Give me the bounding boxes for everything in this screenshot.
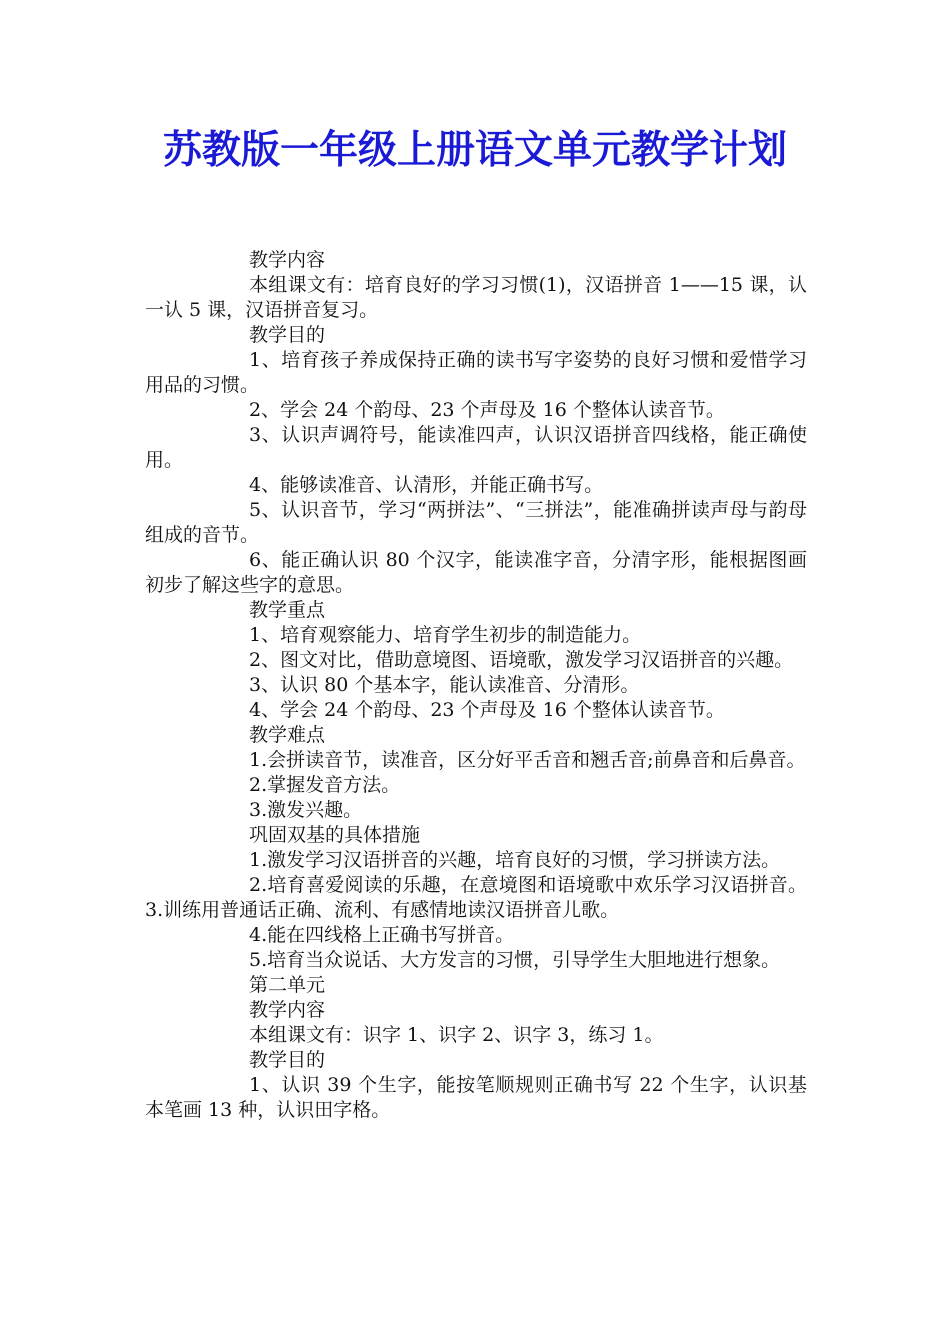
paragraph: 1、认识 39 个生字，能按笔顺规则正确书写 22 个生字，认识基本笔画 13 种，认识田字格。 — [145, 1074, 807, 1121]
paragraph: 2、学会 24 个韵母、23 个声母及 16 个整体认读音节。 — [249, 399, 725, 421]
paragraph: 3、认识声调符号，能读准四声，认识汉语拼音四线格，能正确使用。 — [145, 424, 807, 471]
paragraph: 4、能够读准音、认清形，并能正确书写。 — [249, 474, 604, 496]
document-body — [145, 248, 807, 1123]
paragraph: 6、能正确认识 80 个汉字，能读准字音，分清字形，能根据图画初步了解这些字的意思。 — [145, 549, 807, 596]
paragraph: 2.掌握发音方法。 — [249, 774, 401, 796]
paragraph: 教学目的 — [249, 1049, 326, 1071]
paragraph: 5、认识音节，学习“两拼法”、“三拼法”，能准确拼读声母与韵母组成的音节。 — [145, 499, 807, 546]
paragraph: 巩固双基的具体措施 — [249, 824, 421, 846]
paragraph: 4、学会 24 个韵母、23 个声母及 16 个整体认读音节。 — [249, 699, 725, 721]
document-title: 苏教版一年级上册语文单元教学计划 — [162, 128, 787, 173]
paragraph: 1、培育孩子养成保持正确的读书写字姿势的良好习惯和爱惜学习用品的习惯。 — [145, 349, 807, 396]
paragraph: 3、认识 80 个基本字，能认读准音、分清形。 — [249, 674, 640, 696]
paragraph: 5.培育当众说话、大方发言的习惯，引导学生大胆地进行想象。 — [249, 949, 781, 971]
paragraph: 1.会拼读音节，读准音，区分好平舌音和翘舌音;前鼻音和后鼻音。 — [249, 749, 806, 771]
paragraph: 1.激发学习汉语拼音的兴趣，培育良好的习惯，学习拼读方法。 — [249, 849, 781, 871]
paragraph: 教学目的 — [249, 324, 326, 346]
paragraph: 2.培育喜爱阅读的乐趣，在意境图和语境歌中欢乐学习汉语拼音。3.训练用普通话正确、流利、有感情地读汉语拼音儿歌。 — [145, 874, 807, 921]
paragraph: 教学内容 — [249, 249, 326, 271]
paragraph: 教学重点 — [249, 599, 326, 621]
paragraph: 1、培育观察能力、培育学生初步的制造能力。 — [249, 624, 642, 646]
paragraph: 4.能在四线格上正确书写拼音。 — [249, 924, 515, 946]
paragraph: 教学难点 — [249, 724, 326, 746]
paragraph: 教学内容 — [249, 999, 326, 1021]
paragraph: 本组课文有：识字 1、识字 2、识字 3，练习 1。 — [249, 1024, 664, 1046]
paragraph: 3.激发兴趣。 — [249, 799, 363, 821]
paragraph: 本组课文有：培育良好的学习习惯(1)，汉语拼音 1——15 课，认一认 5 课，汉语拼音复习。 — [145, 274, 807, 321]
paragraph: 2、图文对比，借助意境图、语境歌，激发学习汉语拼音的兴趣。 — [249, 649, 794, 671]
paragraph: 第二单元 — [249, 974, 326, 996]
